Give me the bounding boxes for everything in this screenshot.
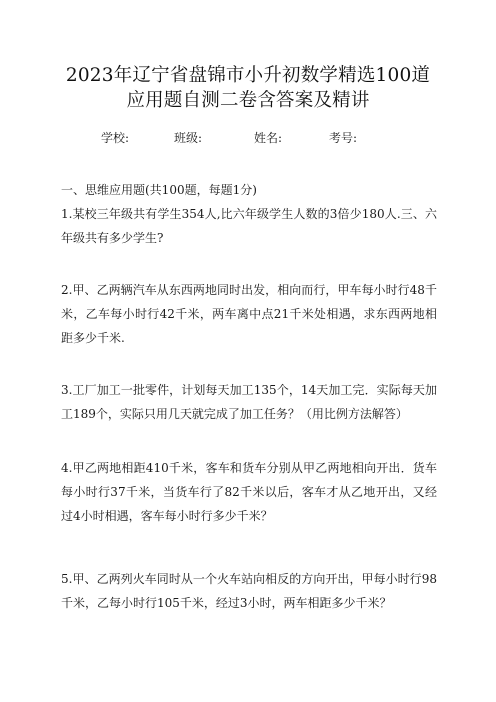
section-heading: 一、思维应用题(共100题，每题1分) — [61, 183, 257, 197]
question-1: 1.某校三年级共有学生354人,比六年级学生人数的3倍少180人.三、六年级共有多少学生? — [61, 207, 437, 245]
question-4: 4.甲乙两地相距410千米，客车和货车分别从甲乙两地相向开出．货车每小时行37千米，当货车行了82千米以后，客车才从乙地开出，又经过4小时相遇，客车每小时行多少千米？ — [61, 461, 437, 523]
document-title-line-2: 应用题自测二卷含答案及精讲 — [126, 90, 370, 111]
school-label: 学校: — [101, 131, 130, 145]
name-label: 姓名: — [254, 131, 283, 145]
question-3: 3.工厂加工一批零件，计划每天加工135个，14天加工完．实际每天加工189个，实际只用几天就完成了加工任务？（用比例方法解答） — [61, 383, 437, 421]
exam-number-label: 考号: — [329, 131, 358, 145]
class-label: 班级: — [174, 131, 203, 145]
question-5: 5.甲、乙两列火车同时从一个火车站向相反的方向开出，甲每小时行98千米，乙每小时行105千米，经过3小时，两车相距多少千米？ — [61, 572, 437, 610]
question-2: 2.甲、乙两辆汽车从东西两地同时出发，相向而行，甲车每小时行48千米，乙车每小时行42千米，两车离中点21千米处相遇，求东西两地相距多少千米. — [61, 283, 437, 345]
document-title-line-1: 2023年辽宁省盘锦市小升初数学精选100道 — [65, 65, 431, 86]
